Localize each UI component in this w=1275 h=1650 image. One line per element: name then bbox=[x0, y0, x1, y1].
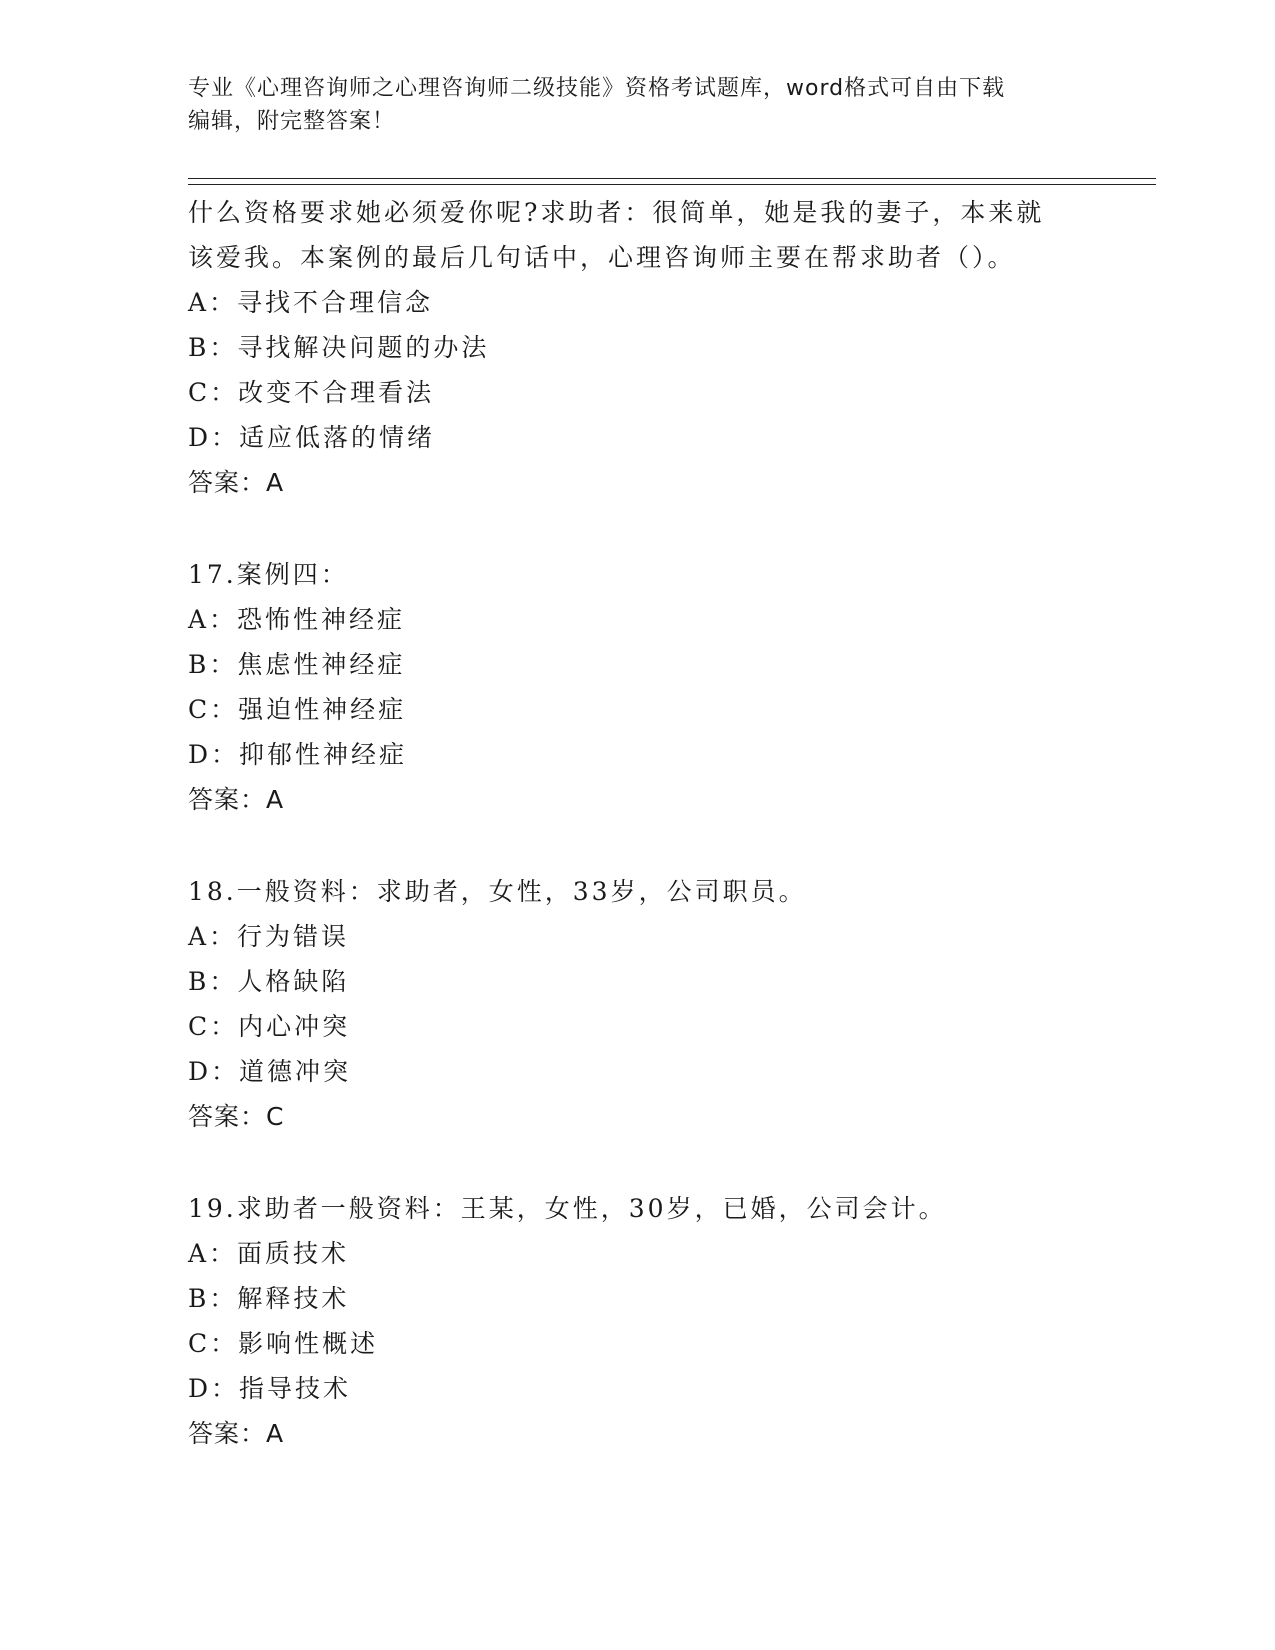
option-b: B：寻找解决问题的办法 bbox=[188, 333, 490, 362]
question-stem: 19.求助者一般资料：王某，女性，30岁，已婚，公司会计。 bbox=[188, 1194, 947, 1223]
question-stem: 什么资格要求她必须爱你呢?求助者：很简单，她是我的妻子，本来就 bbox=[188, 198, 1045, 227]
question-18 bbox=[188, 869, 1088, 1139]
answer-line: 答案：C bbox=[188, 1102, 285, 1131]
header-line-2: 编辑，附完整答案！ bbox=[188, 109, 396, 134]
option-d: D：适应低落的情绪 bbox=[188, 423, 436, 452]
option-c: C：改变不合理看法 bbox=[188, 378, 435, 407]
header-rule-top bbox=[188, 178, 1156, 179]
option-d: D：抑郁性神经症 bbox=[188, 740, 408, 769]
option-a: A：面质技术 bbox=[188, 1239, 350, 1268]
answer-line: 答案：A bbox=[188, 1419, 285, 1448]
option-b: B：焦虑性神经症 bbox=[188, 650, 406, 679]
header-line-1: 专业《心理咨询师之心理咨询师二级技能》资格考试题库，word格式可自由下载 bbox=[188, 76, 1006, 101]
answer-line: 答案：A bbox=[188, 785, 285, 814]
option-b: B：解释技术 bbox=[188, 1284, 350, 1313]
document-header bbox=[188, 72, 1088, 138]
header-rule-bottom bbox=[188, 184, 1156, 185]
question-stem: 18.一般资料：求助者，女性，33岁，公司职员。 bbox=[188, 877, 807, 906]
option-b: B：人格缺陷 bbox=[188, 967, 350, 996]
answer-line: 答案：A bbox=[188, 468, 285, 497]
option-a: A：恐怖性神经症 bbox=[188, 605, 406, 634]
option-a: A：寻找不合理信念 bbox=[188, 288, 434, 317]
option-c: C：影响性概述 bbox=[188, 1329, 379, 1358]
question-19 bbox=[188, 1186, 1088, 1456]
option-c: C：内心冲突 bbox=[188, 1012, 351, 1041]
question-17 bbox=[188, 552, 1088, 822]
option-c: C：强迫性神经症 bbox=[188, 695, 407, 724]
question-16 bbox=[188, 190, 1088, 505]
option-d: D：道德冲突 bbox=[188, 1057, 352, 1086]
question-stem: 该爱我。本案例的最后几句话中，心理咨询师主要在帮求助者（）。 bbox=[188, 243, 1016, 272]
option-d: D：指导技术 bbox=[188, 1374, 352, 1403]
question-list bbox=[188, 190, 1088, 1456]
question-stem: 17.案例四： bbox=[188, 560, 349, 589]
option-a: A：行为错误 bbox=[188, 922, 350, 951]
